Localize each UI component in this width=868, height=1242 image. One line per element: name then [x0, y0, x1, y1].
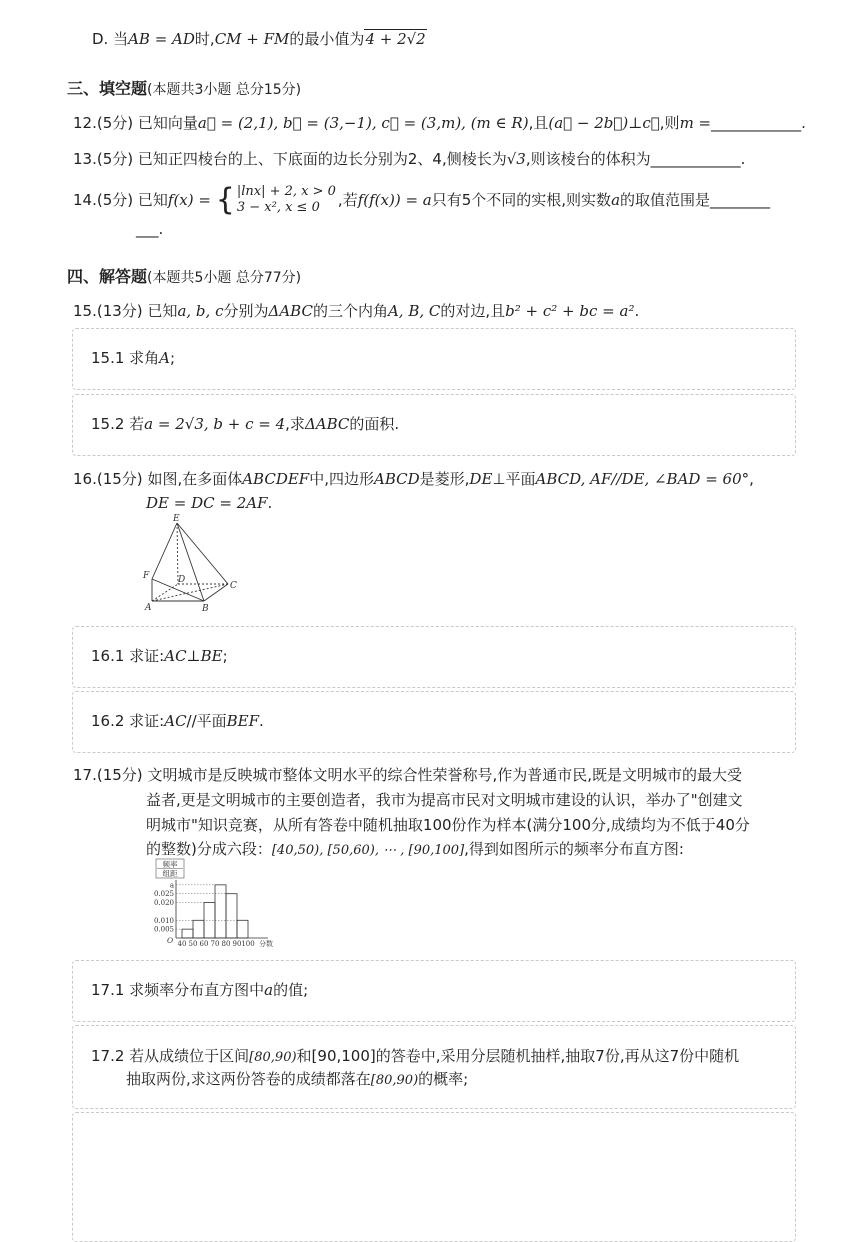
sub-question-16-2: 16.2 求证:AC//平面BEF.: [91, 712, 264, 731]
y-tick-label: 0.020: [153, 899, 174, 908]
x-tick-label: 50: [188, 940, 198, 948]
y-tick-label: a: [169, 881, 174, 890]
sub-question-17-1: 17.1 求频率分布直方图中a的值;: [91, 981, 309, 1000]
y-tick-label: 0.010: [153, 916, 174, 925]
y-tick-label: 0.005: [153, 925, 174, 934]
answer-blank[interactable]: ____________.: [650, 150, 746, 168]
answer-blank-continued: ___.: [136, 220, 164, 238]
answer-box-17-1[interactable]: [72, 960, 796, 1022]
vertex-E: E: [173, 514, 180, 524]
answer-box-15-1[interactable]: [72, 328, 796, 390]
ylabel-top: 频率: [162, 860, 178, 869]
x-tick-label: 80: [221, 940, 231, 948]
x-tick-label: 70: [210, 940, 220, 948]
question-13: 13.(5分) 已知正四棱台的上、下底面的边长分别为2、4,侧棱长为√3,则该棱台的体积为____________.: [73, 150, 746, 168]
edge-EF: [152, 523, 177, 579]
ylabel-bottom: 组距: [162, 869, 178, 878]
edge-EB: [177, 523, 204, 601]
x-axis-label: 分数: [259, 940, 273, 948]
vertex-F: F: [143, 571, 150, 581]
vertex-C: C: [230, 581, 237, 591]
sub-question-17-2-line2: 抽取两份,求这两份答卷的成绩都落在[80,90)的概率;: [126, 1070, 469, 1089]
x-tick-label: 100: [241, 940, 255, 948]
answer-box-17-2[interactable]: [72, 1025, 796, 1109]
answer-box-17-3[interactable]: [72, 1112, 796, 1242]
section-title-solutions: 四、解答题(本题共5小题 总分77分): [67, 267, 302, 286]
sub-question-15-2: 15.2 若a = 2√3, b + c = 4,求ΔABC的面积.: [91, 415, 400, 434]
histogram-bar: [182, 929, 193, 938]
sub-question-16-1: 16.1 求证:AC⊥BE;: [91, 647, 228, 666]
question-14: 14.(5分) 已知f(x) = { |lnx| + 2, x > 0 3 − x², x ≤ 0 ,若f(f(x)) = a只有5个不同的实根,则实数a的取值范围是________: [73, 182, 771, 218]
section-title-fill-in: 三、填空题(本题共3小题 总分15分): [67, 79, 302, 98]
polyhedron-figure: [140, 512, 244, 614]
question-17-line4: 的整数)分成六段：[40,50), [50,60), ⋯ , [90,100],得到如图所示的频率分布直方图:: [146, 840, 684, 858]
x-tick-label: 90: [232, 940, 242, 948]
answer-box-16-1[interactable]: [72, 626, 796, 688]
y-tick-label: 0.025: [153, 890, 174, 899]
sub-question-17-2: 17.2 若从成绩位于区间[80,90)和[90,100]的答卷中,采用分层随机抽样,抽取7份,再从这7份中随机: [91, 1047, 740, 1065]
x-tick-label: 40: [177, 940, 187, 948]
answer-box-15-2[interactable]: [72, 394, 796, 456]
question-16: 16.(15分) 如图,在多面体ABCDEF中,四边形ABCD是菱形,DE⊥平面ABCD, AF//DE, ∠BAD = 60°,: [73, 470, 754, 488]
answer-box-16-2[interactable]: [72, 691, 796, 753]
vertex-A: A: [145, 603, 152, 613]
question-17-line2: 益者,更是文明城市的主要创造者，我市为提高市民对文明城市建设的认识，举办了"创建文: [146, 791, 743, 809]
question-17: 17.(15分) 文明城市是反映城市整体文明水平的综合性荣誉称号,作为普通市民,既是文明城市的最大受: [73, 766, 742, 784]
histogram-bar: [193, 920, 204, 938]
question-12: 12.(5分) 已知向量a⃗ = (2,1), b⃗ = (3,−1), c⃗ = (3,m), (m ∈ R),且(a⃗ − 2b⃗)⊥c⃗,则m =____________.: [73, 114, 806, 132]
vertex-B: B: [202, 604, 209, 614]
left-brace: {: [215, 182, 235, 218]
frequency-histogram: [140, 858, 290, 950]
question-17-line3: 明城市"知识竞赛，从所有答卷中随机抽取100份作为样本(满分100分,成绩均为不低于40分: [146, 816, 750, 834]
answer-blank[interactable]: ________: [710, 190, 771, 209]
piecewise-cases: |lnx| + 2, x > 0 3 − x², x ≤ 0: [236, 184, 336, 216]
option-d: D. 当AB = AD时,CM + FM的最小值为4 + 2√2: [92, 30, 426, 48]
histogram-bar: [226, 894, 237, 938]
histogram-bar: [215, 885, 226, 938]
vertex-D: D: [178, 575, 186, 585]
x-tick-label: 60: [199, 940, 209, 948]
histogram-bar: [237, 920, 248, 938]
origin-label: O: [167, 936, 174, 945]
question-15: 15.(13分) 已知a, b, c分别为ΔABC的三个内角A, B, C的对边,且b² + c² + bc = a².: [73, 302, 640, 320]
sub-question-15-1: 15.1 求角A;: [91, 349, 176, 368]
answer-blank[interactable]: ____________.: [711, 114, 806, 132]
question-16-line2: DE = DC = 2AF.: [146, 494, 273, 512]
